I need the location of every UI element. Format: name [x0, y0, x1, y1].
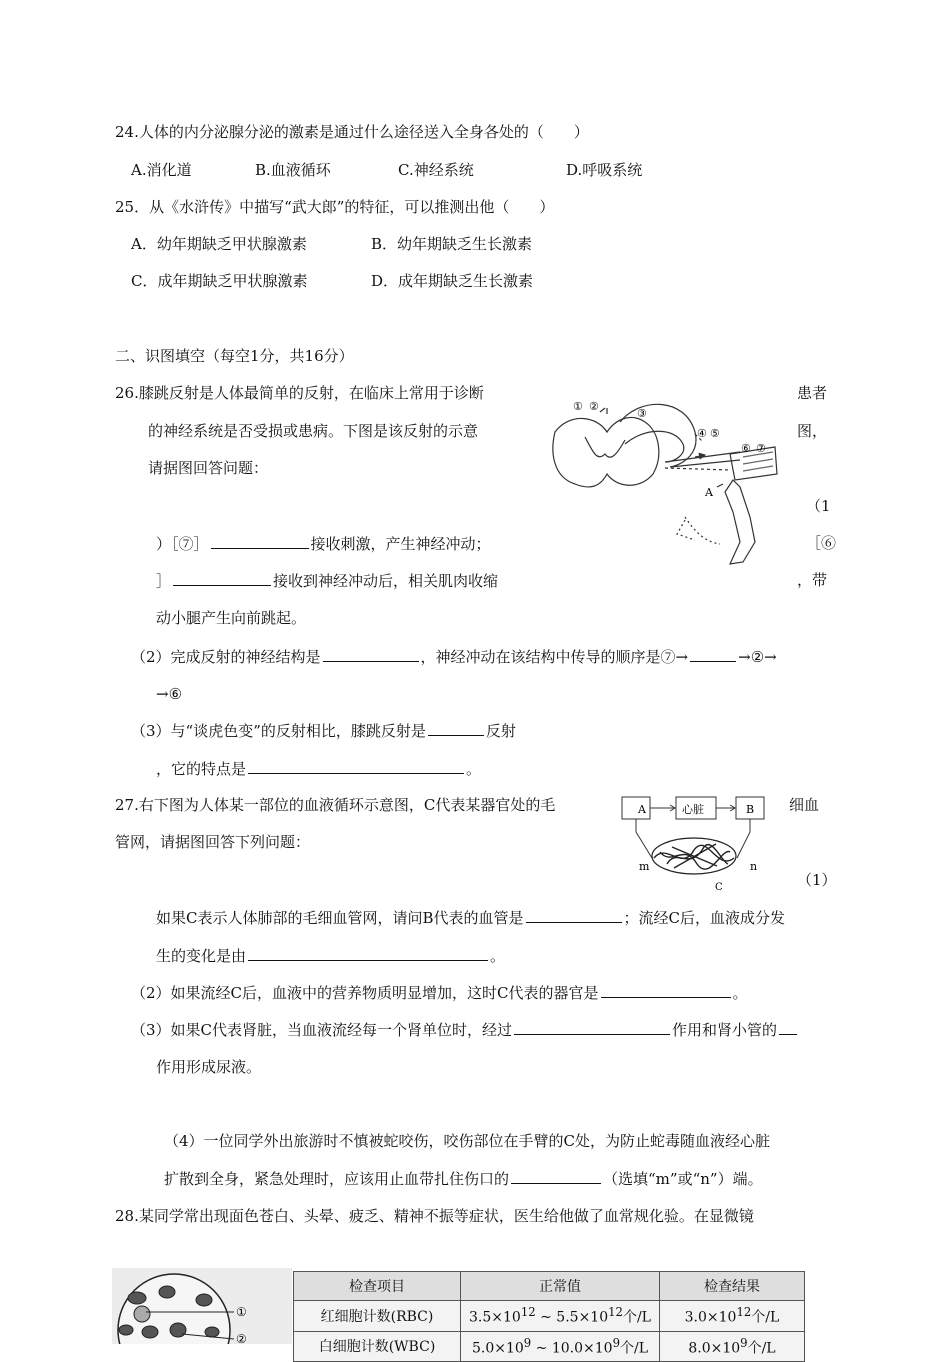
q25-option-d: D．成年期缺乏生长激素	[371, 272, 534, 290]
label-n: n	[750, 860, 758, 873]
label-c: C	[715, 882, 723, 892]
q25-option-c: C．成年期缺乏甲状腺激素	[131, 272, 308, 290]
header-normal: 正常值	[461, 1272, 660, 1301]
fig-label-a: A	[705, 486, 713, 499]
micro-label-2: ②	[236, 1332, 247, 1344]
q26-p1-c: ］ 接收到神经冲动后，相关肌肉收缩	[156, 572, 499, 590]
knee-reflex-diagram	[545, 392, 780, 572]
blank-vessel-b[interactable]	[526, 907, 622, 923]
q28-line1: 28.某同学常出现面色苍白、头晕、疲乏、精神不振等症状，医生给他做了血常规化验。在显微镜	[115, 1207, 754, 1225]
q24-option-d: D.呼吸系统	[566, 161, 643, 179]
row-normal: $3.5\times 10^{12}$ ~ $5.5\times 10^{12}$个/L	[461, 1301, 660, 1332]
q26-p1-c-right: ，带	[797, 571, 828, 589]
q24-option-a: A.消化道	[131, 161, 192, 179]
fig-label-5: ⑤	[710, 427, 720, 440]
q27-p1-a: 如果C表示人体肺部的毛细血管网，请问B代表的血管是 ；流经C后，血液成分发	[156, 909, 785, 927]
blank-sequence-1[interactable]	[690, 646, 736, 662]
q26-p2-d: →⑥	[156, 685, 183, 703]
q26-p1-d: 动小腿产生向前跳起。	[156, 609, 307, 627]
fig-label-3: ③	[637, 407, 647, 420]
blank-m-or-n[interactable]	[511, 1168, 601, 1184]
row-result: $3.0\times 10^{12}$个/L	[659, 1301, 804, 1332]
q24-option-c: C.神经系统	[398, 161, 474, 179]
q25-option-a: A．幼年期缺乏甲状腺激素	[131, 235, 307, 253]
q27-p4-a: （4）一位同学外出旅游时不慎被蛇咬伤，咬伤部位在手臂的C处，为防止蛇毒随血液经心脏	[164, 1132, 771, 1150]
q25-stem: 25．从《水浒传》中描写“武大郎”的特征，可以推测出他（ ）	[115, 198, 555, 216]
row-result: $8.0\times 10^9$个/L	[659, 1331, 804, 1362]
fig-label-2: ②	[589, 400, 599, 413]
q27-p4-b: 扩散到全身，紧急处理时，应该用止血带扎住伤口的 （选填“m”或“n”）端。	[164, 1170, 763, 1188]
q26-p2: （2）完成反射的神经结构是 ，神经冲动在该结构中传导的顺序是⑦→ →②→	[131, 648, 777, 666]
header-result: 检查结果	[659, 1272, 804, 1301]
q27-line1-right: 细血	[789, 796, 820, 814]
label-m: m	[639, 860, 650, 873]
micro-label-1: ①	[236, 1305, 247, 1319]
blank-feature[interactable]	[248, 758, 464, 774]
q26-line1-right: 患者	[797, 384, 828, 402]
box-b-label: B	[746, 803, 755, 816]
q27-p1-c: 生的变化是由 。	[156, 947, 506, 965]
q24-option-b: B.血液循环	[255, 161, 331, 179]
blank-filtration[interactable]	[514, 1019, 670, 1035]
blank-effector[interactable]	[173, 570, 271, 586]
q24-stem: 24.人体的内分泌腺分泌的激素是通过什么途径送入全身各处的（ ）	[115, 123, 589, 141]
q27-p3-c: 作用形成尿液。	[156, 1058, 262, 1076]
q26-p1-a: ）［⑦］ 接收刺激，产生神经冲动；	[156, 535, 491, 553]
blank-reabsorption[interactable]	[779, 1019, 797, 1035]
q26-p3-a: （3）与“谈虎色变”的反射相比，膝跳反射是 反射	[131, 722, 516, 740]
fig-label-1: ①	[573, 400, 583, 413]
q27-p3: （3）如果C代表肾脏，当血液流经每一个肾单位时，经过 作用和肾小管的	[131, 1019, 799, 1040]
q25-option-b: B．幼年期缺乏生长激素	[371, 235, 533, 253]
q26-p1-b: ［⑥	[806, 534, 837, 552]
fig-label-4: ④	[697, 427, 707, 440]
microscope-view	[112, 1268, 292, 1344]
q27-line1: 27.右下图为人体某一部位的血液循环示意图，C代表某器官处的毛	[115, 796, 556, 814]
table-row	[294, 1301, 805, 1332]
q26-line2-right: 图，	[797, 422, 828, 440]
box-a-label: A	[638, 803, 646, 816]
fig-label-7: ⑦	[756, 442, 766, 455]
table-header-row	[294, 1272, 805, 1301]
q26-p3-b: ，它的特点是 。	[156, 760, 482, 778]
blank-receptor[interactable]	[211, 533, 309, 549]
circulation-diagram	[612, 792, 777, 892]
table-row	[294, 1331, 805, 1362]
q26-line1: 26.膝跳反射是人体最简单的反射，在临床上常用于诊断	[115, 384, 484, 402]
q26-p1-open: （1	[806, 497, 831, 515]
blank-reflex-type[interactable]	[428, 720, 484, 736]
q27-p1-open: （1）	[797, 871, 837, 889]
q26-line3: 请据图回答问题：	[148, 459, 269, 477]
row-item: 红细胞计数(RBC)	[294, 1301, 461, 1332]
row-item: 白细胞计数(WBC)	[294, 1331, 461, 1362]
blank-organ[interactable]	[601, 982, 731, 998]
blank-reflex-arc[interactable]	[323, 646, 419, 662]
blank-blood-change[interactable]	[248, 945, 488, 961]
q26-line2: 的神经系统是否受损或患病。下图是该反射的示意	[148, 422, 479, 440]
q27-line2: 管网，请据图回答下列问题：	[115, 833, 311, 851]
section-title: 二、识图填空（每空1分，共16分）	[115, 347, 354, 365]
blood-test-table	[293, 1271, 805, 1362]
q27-p2: （2）如果流经C后，血液中的营养物质明显增加，这时C代表的器官是 。	[131, 984, 748, 1002]
row-normal: $5.0\times 10^9$ ~ $10.0\times 10^9$个/L	[461, 1331, 660, 1362]
fig-label-6: ⑥	[741, 442, 751, 455]
header-item: 检查项目	[294, 1272, 461, 1301]
box-heart-label: 心脏	[682, 803, 704, 816]
